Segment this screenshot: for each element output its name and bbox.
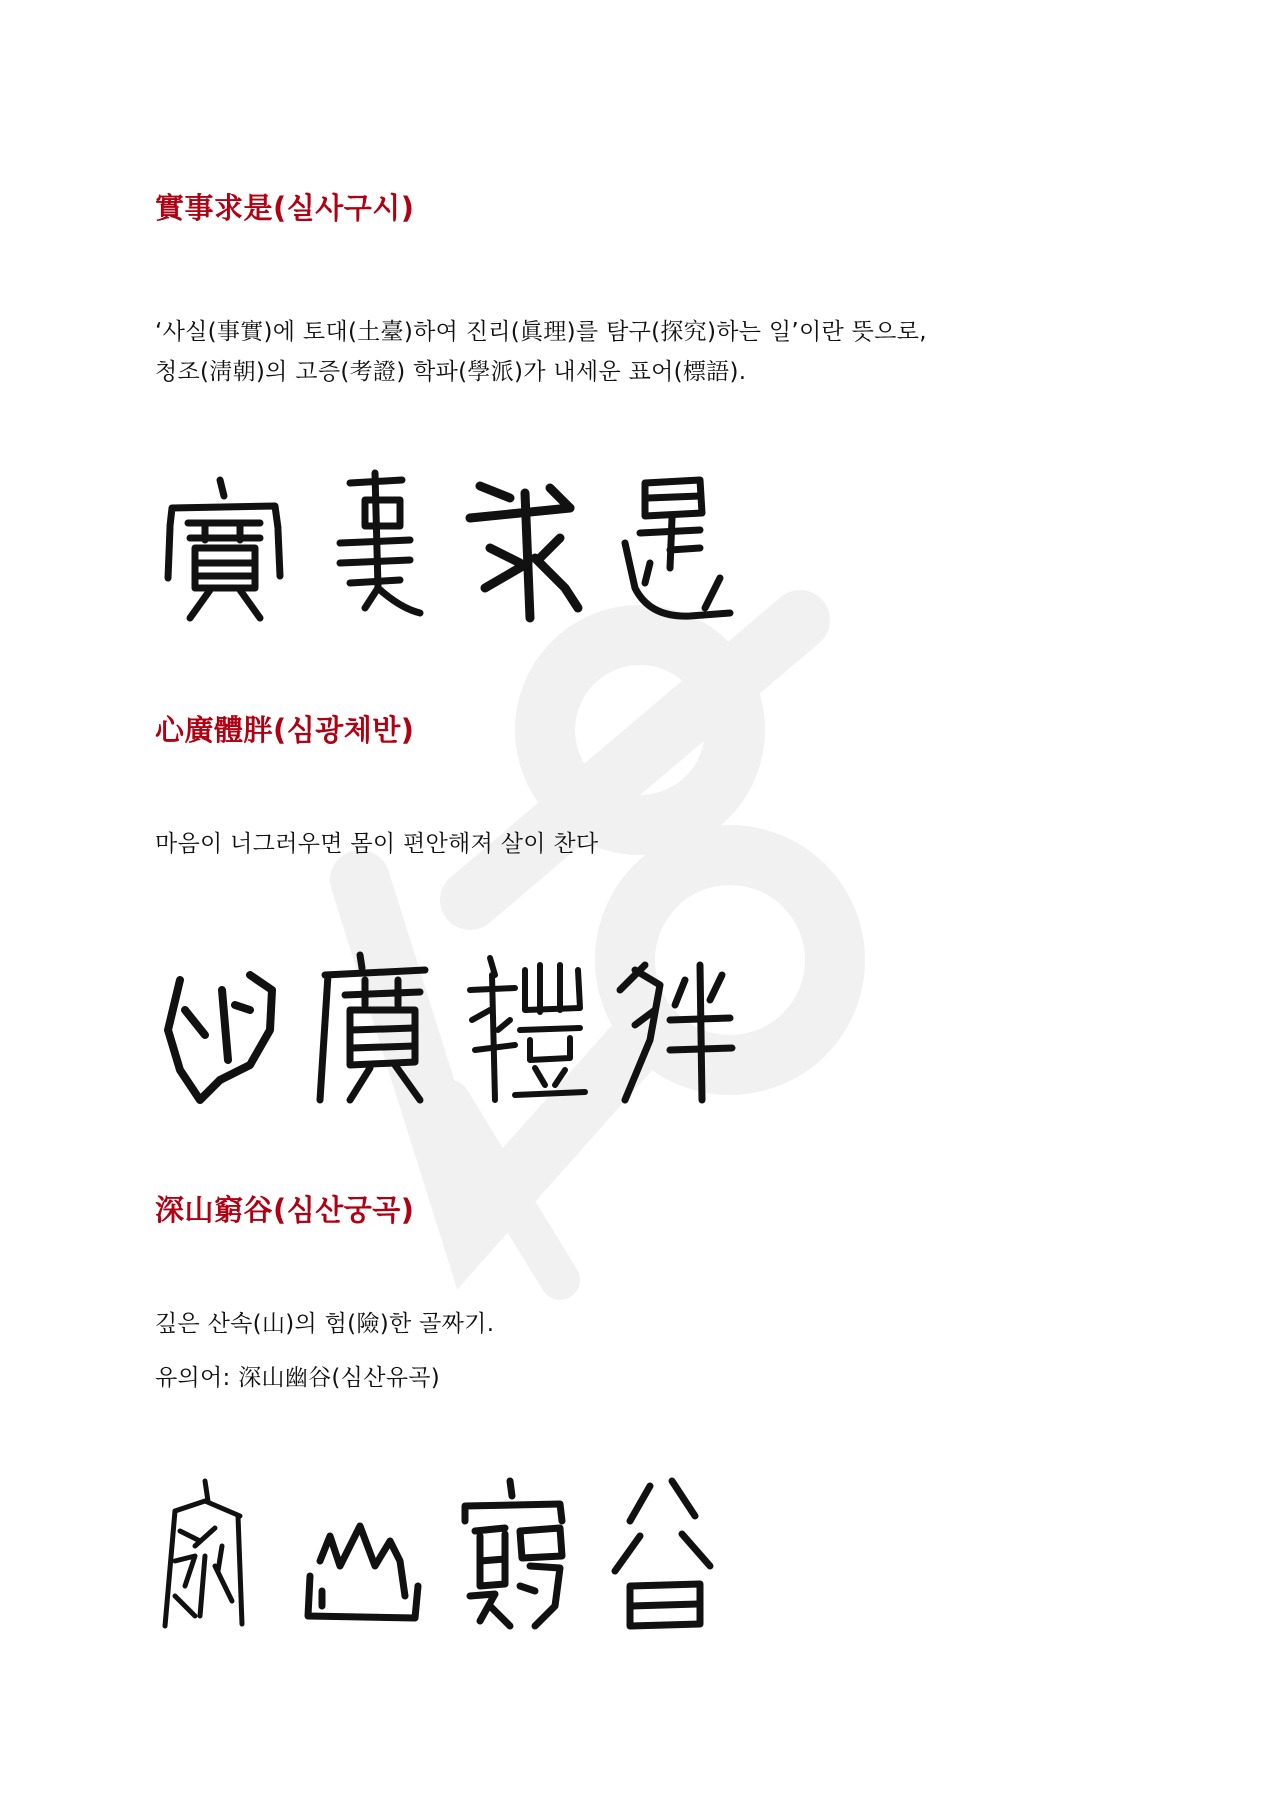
entry-description <box>155 824 598 864</box>
entry-title: 心廣體胖(심광체반) <box>155 713 415 747</box>
seal-character-gok-icon <box>600 1476 730 1636</box>
seal-script-row <box>160 950 760 1110</box>
seal-character-gu-icon <box>460 468 590 628</box>
seal-character-sa-icon <box>310 468 440 628</box>
seal-script-row <box>160 1476 760 1636</box>
entry-description <box>155 312 927 392</box>
description-line: ‘사실(事實)에 토대(土臺)하여 진리(眞理)를 탐구(探究)하는 일’이란 뜻으로, <box>155 319 927 345</box>
seal-character-sim2-icon <box>160 1476 290 1636</box>
seal-script-row <box>160 468 760 628</box>
entry-description <box>155 1304 494 1398</box>
seal-character-sim-icon <box>160 950 290 1110</box>
seal-character-gung-icon <box>450 1476 580 1636</box>
entry-title: 實事求是(실사구시) <box>155 191 415 225</box>
description-line: 깊은 산속(山)의 험(險)한 골짜기. <box>155 1311 495 1337</box>
seal-character-gwang-icon <box>310 950 440 1110</box>
seal-character-sil-icon <box>160 468 290 628</box>
seal-character-ban-icon <box>610 950 740 1110</box>
seal-character-san-icon <box>300 1476 430 1636</box>
seal-character-che-icon <box>460 950 590 1110</box>
watermark-logo <box>330 580 970 1300</box>
description-line: 청조(淸朝)의 고증(考證) 학파(學派)가 내세운 표어(標語). <box>155 359 747 385</box>
seal-character-si-icon <box>610 468 740 628</box>
description-line: 유의어: 深山幽谷(심산유곡) <box>155 1365 441 1391</box>
description-line: 마음이 너그러우면 몸이 편안해져 살이 찬다 <box>155 831 599 857</box>
entry-title: 深山窮谷(심산궁곡) <box>155 1193 415 1227</box>
